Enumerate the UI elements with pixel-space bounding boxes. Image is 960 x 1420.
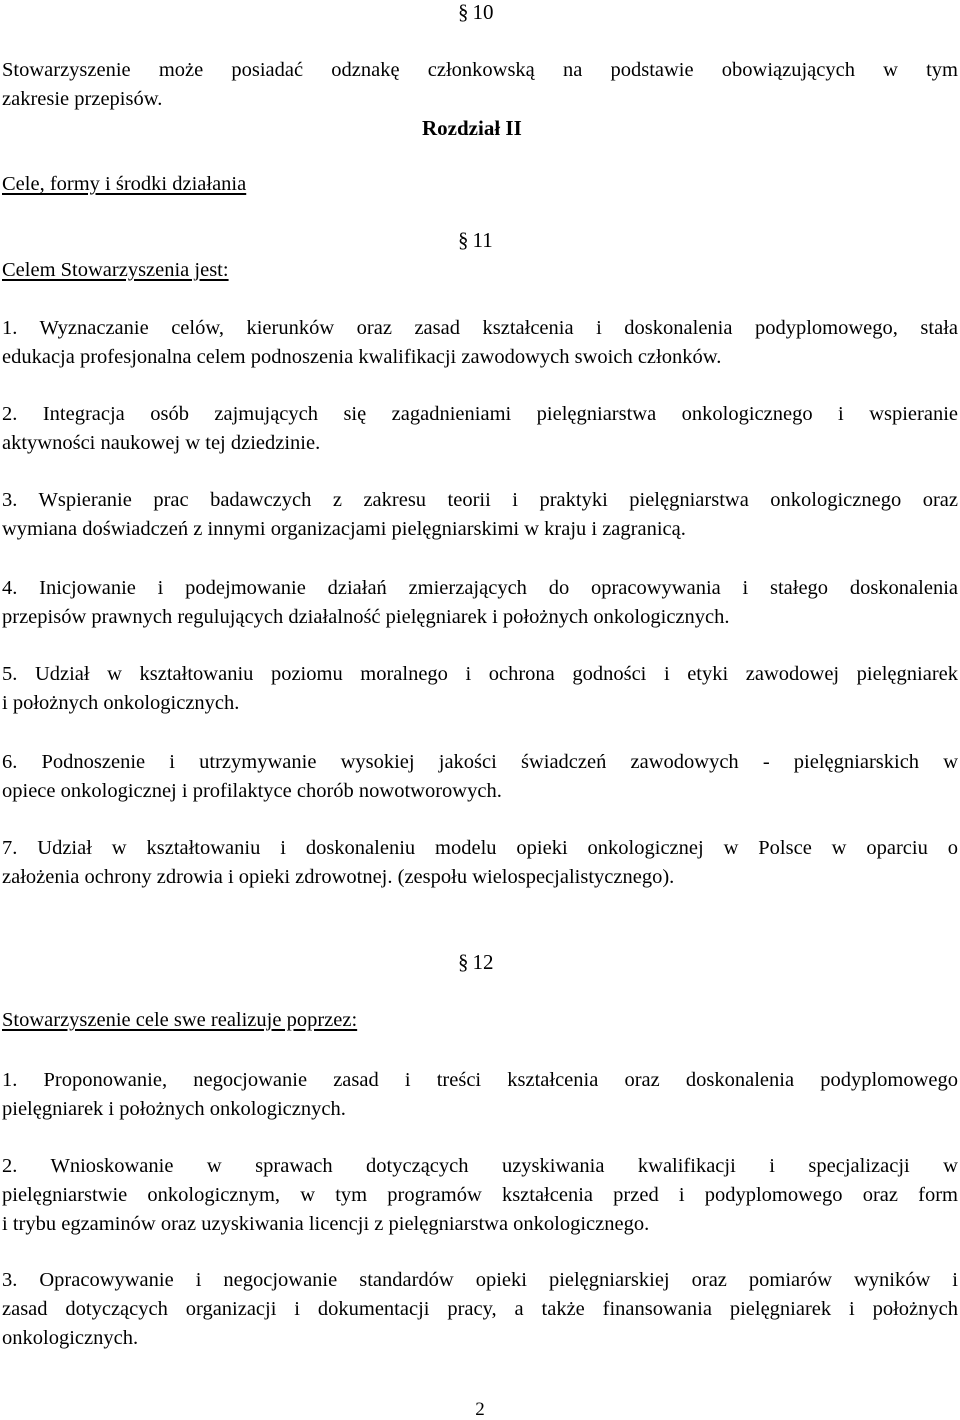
item-line: aktywności naukowej w tej dziedzinie. [2,432,321,454]
item-line: 5. Udział w kształtowaniu poziomu moralnego i ochrona godności i etyki zawodowej pielęgniarek [2,663,958,685]
item-line: i położnych onkologicznych. [2,692,240,714]
section-intro: Stowarzyszenie cele swe realizuje poprzez: [2,1009,358,1031]
item-line: założenia ochrony zdrowia i opieki zdrowotnej. (zespołu wielospecjalistycznego). [2,866,675,888]
item-line: wymiana doświadczeń z innymi organizacjami pielęgniarskimi w kraju i zagranicą. [2,518,686,540]
item-line: edukacja profesjonalna celem podnoszenia kwalifikacji zawodowych swoich członków. [2,346,722,368]
list-item [2,400,958,458]
item-line: 3. Wspieranie prac badawczych z zakresu teorii i praktyki pielęgniarstwa onkologicznego oraz [2,489,958,511]
list-item [2,1152,958,1239]
section-number: 12 [472,950,494,974]
section-heading-11 [458,230,493,251]
item-line: 2. Wnioskowanie w sprawach dotyczących uzyskiwania kwalifikacji i specjalizacji w [2,1155,958,1177]
section-11-intro-block [2,256,958,285]
item-line: onkologicznych. [2,1327,139,1349]
item-line: 1. Proponowanie, negocjowanie zasad i treści kształcenia oraz doskonalenia podyplomowego [2,1069,958,1091]
chapter-title: Rozdział II [422,116,522,140]
section-12-intro-block [2,1006,958,1035]
paragraph-line: Stowarzyszenie może posiadać odznakę członkowską na podstawie obowiązujących w tym [2,59,958,81]
list-item [2,314,958,372]
list-item [2,748,958,806]
item-line: zasad dotyczących organizacji i dokumentacji pracy, a także finansowania pielęgniarek i położnych [2,1298,958,1320]
section-sign: § [458,228,469,252]
section-intro: Celem Stowarzyszenia jest: [2,259,229,281]
item-line: pielęgniarek i położnych onkologicznych. [2,1098,346,1120]
chapter-subtitle-block [2,170,958,199]
item-line: i trybu egzaminów oraz uzyskiwania licencji z pielęgniarstwa onkologicznego. [2,1213,650,1235]
list-item [2,834,958,892]
item-line: 4. Inicjowanie i podejmowanie działań zmierzających do opracowywania i stałego doskonalenia [2,577,958,599]
section-heading-10 [458,2,494,23]
page-number: 2 [475,1399,485,1420]
section-number: 10 [472,0,494,24]
item-line: przepisów prawnych regulujących działalność pielęgniarek i położnych onkologicznych. [2,606,730,628]
item-line: pielęgniarstwie onkologicznym, w tym programów kształcenia przed i podyplomowego oraz form [2,1184,958,1206]
section-sign: § [458,0,469,24]
list-item [2,1266,958,1353]
section-10-paragraph [2,56,958,114]
item-line: opiece onkologicznej i profilaktyce chorób nowotworowych. [2,780,502,802]
item-line: 7. Udział w kształtowaniu i doskonaleniu modelu opieki onkologicznej w Polsce w oparciu o [2,837,958,859]
list-item [2,486,958,544]
chapter-subtitle: Cele, formy i środki działania [2,173,247,195]
item-line: 3. Opracowywanie i negocjowanie standardów opieki pielęgniarskiej oraz pomiarów wyników i [2,1269,958,1291]
section-number: 11 [472,228,493,252]
section-sign: § [458,950,469,974]
paragraph-line: zakresie przepisów. [2,88,163,110]
list-item [2,660,958,718]
item-line: 2. Integracja osób zajmujących się zagadnieniami pielęgniarstwa onkologicznego i wspieranie [2,403,958,425]
item-line: 6. Podnoszenie i utrzymywanie wysokiej jakości świadczeń zawodowych - pielęgniarskich w [2,751,958,773]
list-item [2,1066,958,1124]
list-item [2,574,958,632]
item-line: 1. Wyznaczanie celów, kierunków oraz zasad kształcenia i doskonalenia podyplomowego, stała [2,317,958,339]
section-heading-12 [458,952,494,973]
